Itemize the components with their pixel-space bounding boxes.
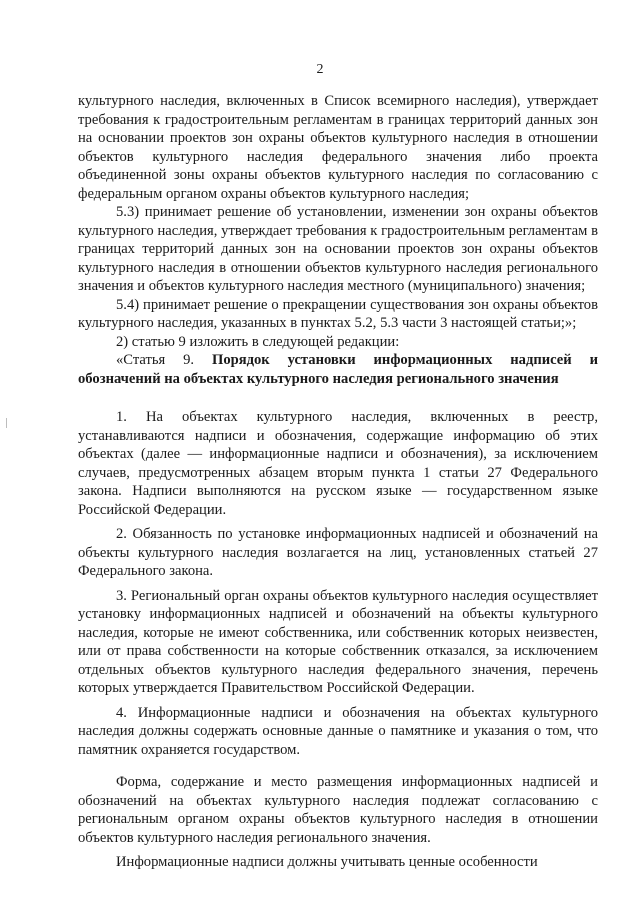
item-1: 1. На объектах культурного наследия, включенных в реестр, устанавливаются надписи и обозначения, содержащие информацию об этих объектах (далее — информационные надписи и обозначения), за исключением случаев, предусмотренных абзацем вторым пункта 1 статьи 27 Федерального закона. Надписи выполняются на русском языке — государственном языке Российской Федерации. bbox=[78, 409, 598, 518]
item-2: 2. Обязанность по установке информационных надписей и обозначений на объекты культурного наследия возлагается на лиц, установленных статьей 27 Федерального закона. bbox=[78, 526, 598, 579]
paragraph-continuation: культурного наследия, включенных в Список всемирного наследия), утверждает требования к градостроительным регламентам в границах территорий данных зон на основании проектов зон охраны объектов культурного наследия в отношении объектов культурного наследия федерального значения либо проекта объединенной зоны охраны объектов культурного наследия по согласованию с федеральным органом охраны объектов культурного наследия; bbox=[78, 93, 598, 202]
article-title: Порядок установки информационных надписей и обозначений на объектах культурного наследия регионального значения bbox=[78, 352, 598, 387]
spacer bbox=[78, 388, 598, 408]
article-number: «Статья 9. bbox=[116, 352, 195, 368]
item-4-paragraph-3: Информационные надписи должны учитывать ценные особенности bbox=[116, 854, 538, 870]
paragraph-5-4: 5.4) принимает решение о прекращении существования зон охраны объектов культурного наследия, указанных в пунктах 5.2, 5.3 части 3 настоящей статьи;»; bbox=[78, 296, 598, 331]
article-heading bbox=[78, 351, 598, 388]
paragraph-amendment-2: 2) статью 9 изложить в следующей редакции: bbox=[116, 333, 400, 350]
item-4-paragraph-2: Форма, содержание и место размещения информационных надписей и обозначений на объектах культурного наследия подлежат согласованию с региональным органом охраны объектов культурного наследия в отношении объектов культурного наследия регионального значения. bbox=[78, 774, 598, 846]
item-4: 4. Информационные надписи и обозначения на объектах культурного наследия должны содержать основные данные о памятнике и указания о том, что памятник охраняется государством. bbox=[78, 704, 598, 758]
paragraph-5-3: 5.3) принимает решение об установлении, изменении зон охраны объектов культурного наследия, утверждает требования к градостроительным регламентам в границах территорий данных зон на основании проектов зон охраны объектов культурного наследия в отношении объектов культурного наследия регионального значения и объектов культурного наследия местного (муниципального) значения; bbox=[78, 204, 598, 294]
page-number: 2 bbox=[316, 62, 324, 77]
item-3: 3. Региональный орган охраны объектов культурного наследия осуществляет установку информационных надписей и обозначений на объекты культурного наследия, которые не имеют собственника, или собственник которых неизвестен, или от права собственности на которые собственник отказался, за исключением отдельных объектов культурного наследия федерального значения, перечень которых утверждается Правительством Российской Федерации. bbox=[78, 587, 598, 696]
document-body bbox=[78, 92, 598, 872]
margin-mark bbox=[6, 418, 7, 428]
